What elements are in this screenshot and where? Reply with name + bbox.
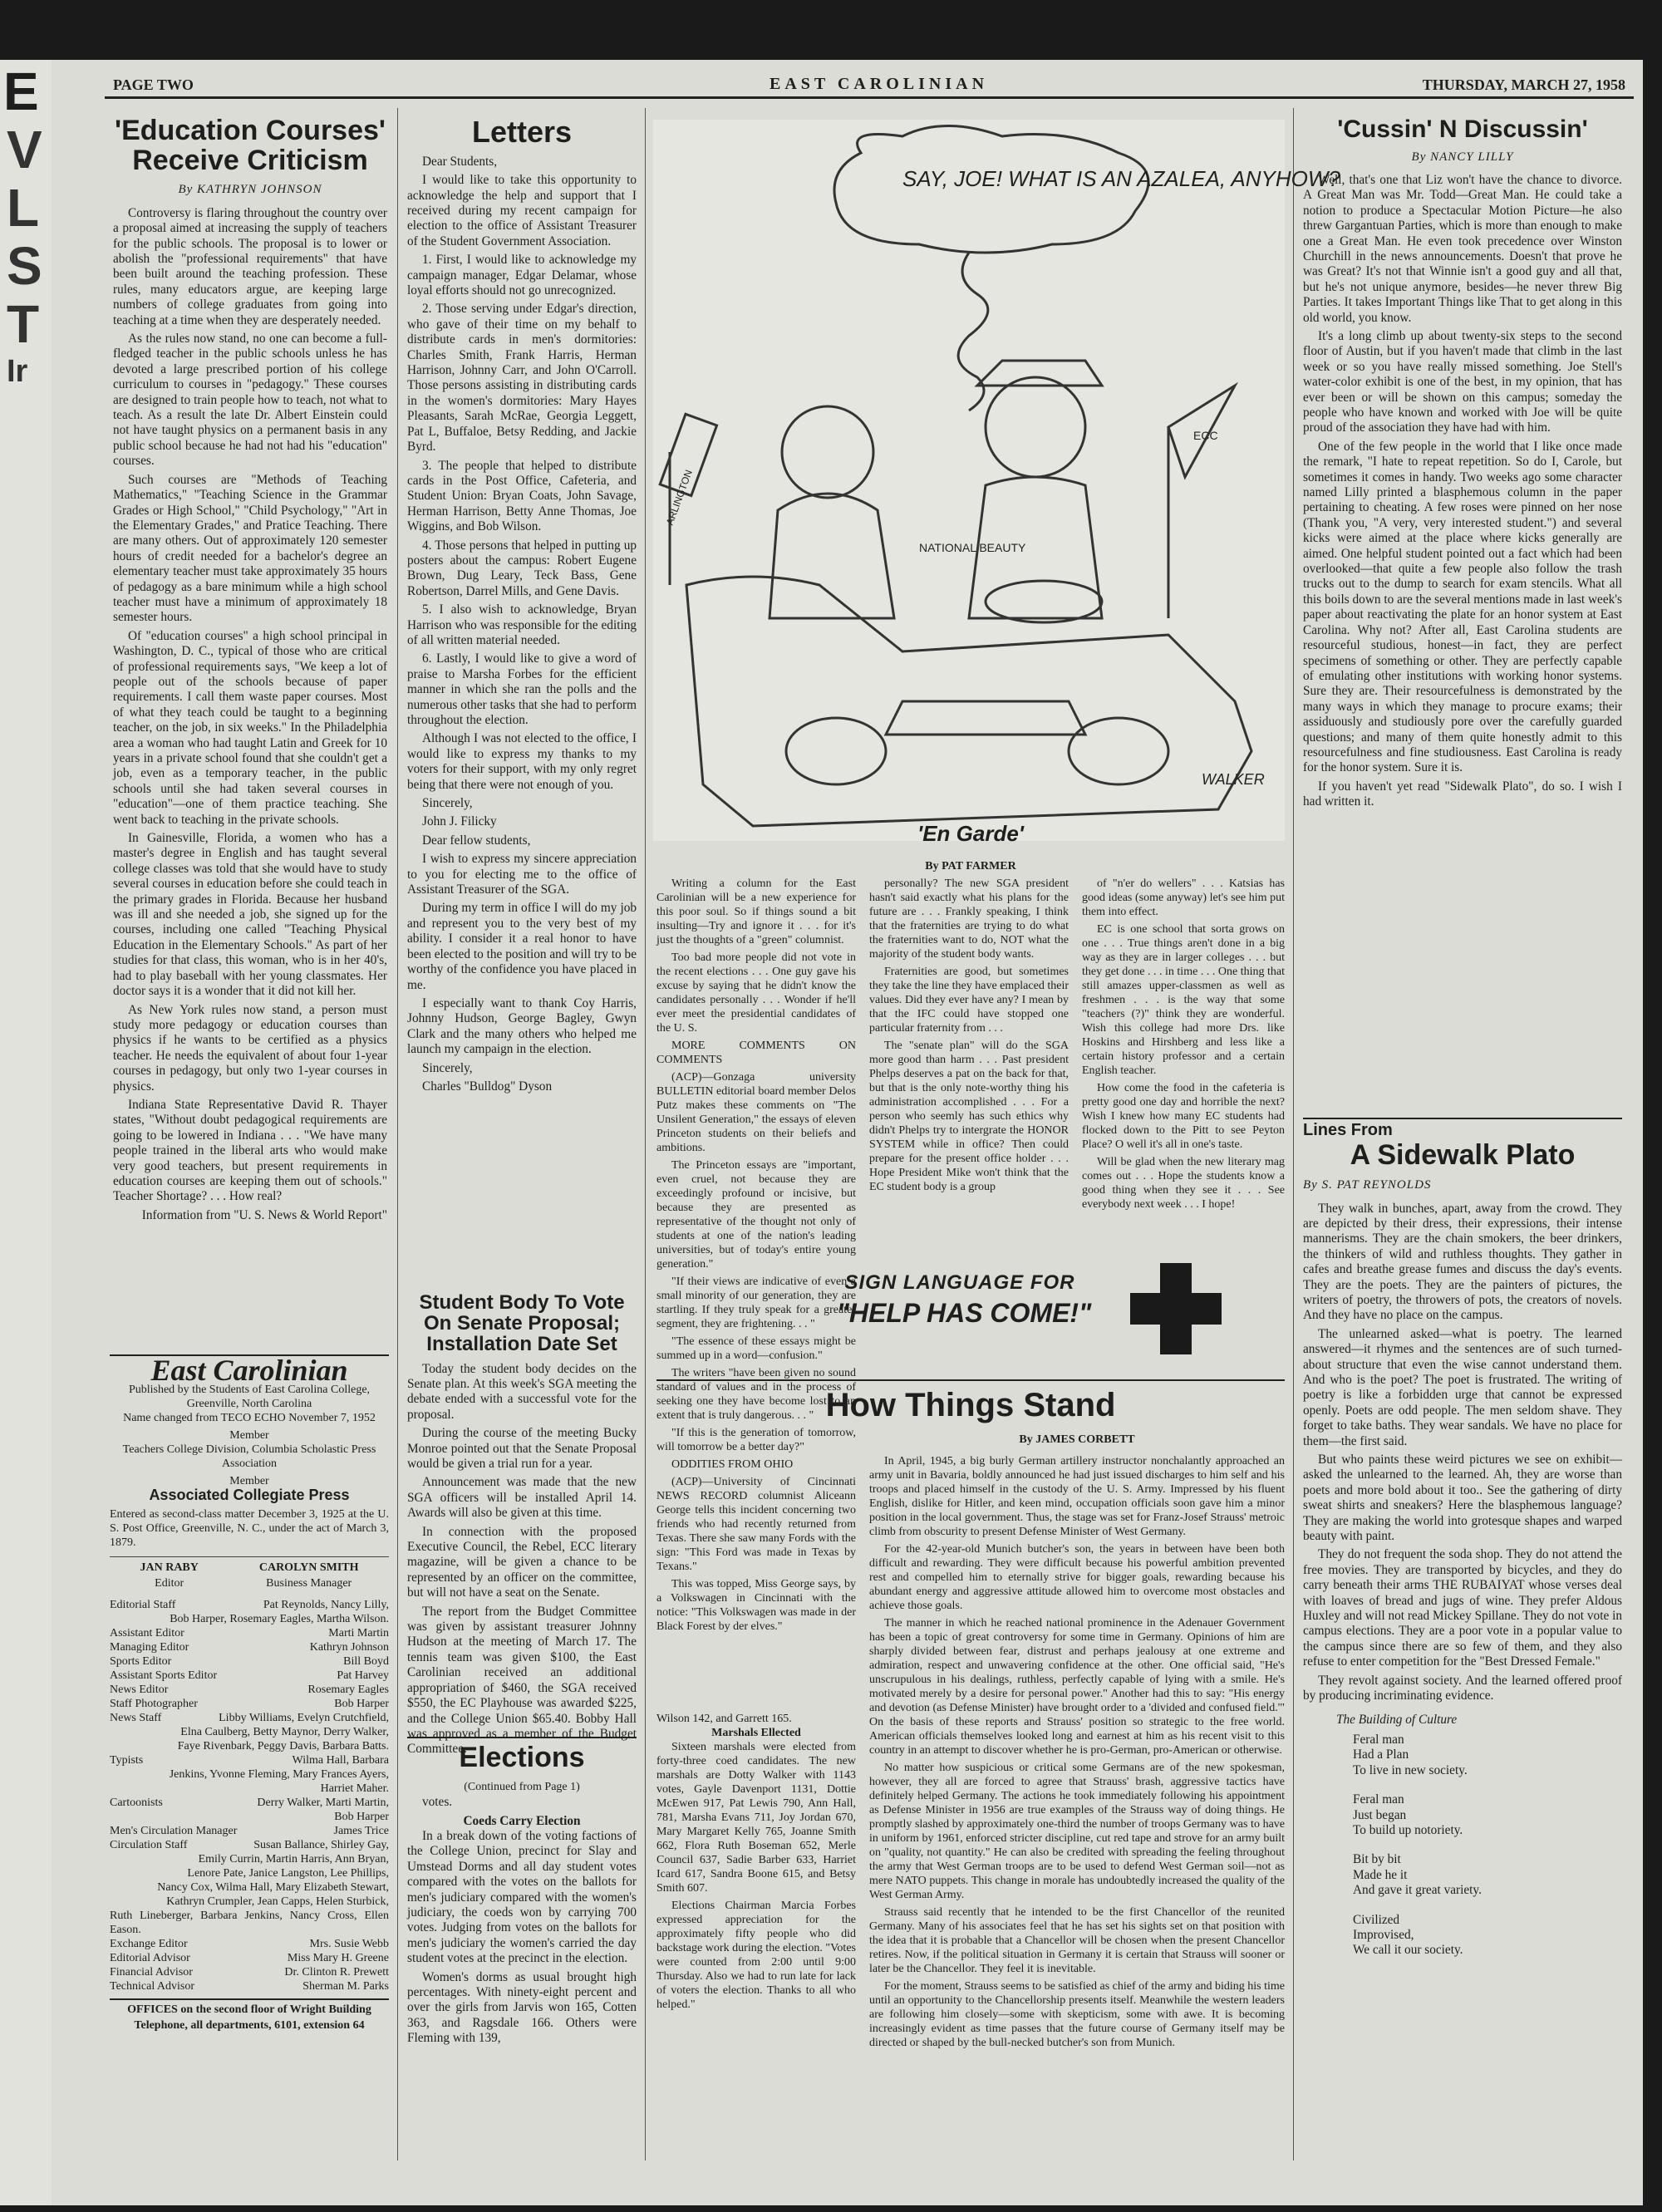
paragraph: I would like to take this opportunity to acknowledge the help and support that I received during my recent campaign for election to the office of Assistant Treasurer of the Student Government Association.	[407, 173, 637, 248]
paragraph: No matter how suspicious or critical some Germans are of the new spokesman, however, they all are forced to agree that Strauss' brash, aggressive tactics have definitely helped Germany. The actions he took immediately following his appointment as Defense Minister in 1956 are true examples of the Strauss way of doing things. He promptly slashed by approximately one-third the number of troops Germany was to have in uniform by 1961, enforced stricter discipline, cut red tape and strove for an army built on "quality, not quantity." He can also be credited with spreading the feeling throughout the army that West German troops are to be used to defend West German soil—not as mere NATO puppets. This change in morale has undoubtedly increased the quality of the West German Army.	[869, 1762, 1285, 1901]
engarde-byline: By PAT FARMER	[925, 860, 1016, 873]
staff-row: Typists Wilma Hall, Barbara	[110, 1754, 389, 1767]
paragraph: 3. The people that helped to distribute cards in the Post Office, Cafeteria, and Student Union: Bryan Coats, John Savage, Herman Harrison, Betty Anne Thomas, Joe Wiggins, and Bob Wilson.	[407, 458, 637, 534]
paragraph: 1. First, I would like to acknowledge my campaign manager, Edgar Delamar, whose loyal efforts should not go unrecognized.	[407, 253, 637, 298]
paragraph: The report from the Budget Committee was given by assistant treasurer Johnny Hudson at the meeting of March 17. The tennis team was given $100, the East Carolinian received an additional appropriation of $460, the SGA received $550, the EC Playhouse was awarded $225, and the College Union $65.40. Bobby Hall was approved as a member of the Budget Committee.	[407, 1604, 637, 1757]
paragraph: Charles "Bulldog" Dyson	[422, 1079, 553, 1094]
paragraph: Today the student body decides on the Senate plan. At this week's SGA meeting the debate ended with a successful vote for the proposal.	[407, 1361, 637, 1422]
car-plate: NATIONAL BEAUTY	[919, 541, 1026, 554]
poem-line: Had a Plan	[1353, 1747, 1409, 1762]
poem-line	[1353, 1899, 1622, 1913]
paragraph: "If this is the generation of tomorrow, will tomorrow be a better day?"	[656, 1427, 856, 1453]
acp-logo: Associated Collegiate Press	[149, 1487, 350, 1504]
poem-line: Made he it	[1353, 1867, 1408, 1882]
paragraph: In April, 1945, a big burly German artillery instructor nonchalantly approached an army unit in Bavaria, boldly announced he had just issued discharges to him self and his troops and placed himself in the custody of the U. S. Army. Impressed by his fluent English, dislike for Hitler, and keen mind, occupation officials soon gave him a minor position in the local government. Thus, the stage was set for Franz-Josef Strauss' metroic climb from obscurity to present Defense Minister of West Germany.	[869, 1455, 1285, 1538]
paragraph: As New York rules now stand, a person must study more pedagogy or education courses than physics if he wants to be certified as a physics teacher. He needs the equivalent of about four 1-year courses in pedagogy, but only two 1-year courses in physics.	[113, 1002, 387, 1094]
staff-row: Faye Rivenbark, Peggy Davis, Barbara Batts.	[177, 1740, 389, 1753]
howthings-header	[656, 1379, 1285, 1431]
paragraph: As the rules now stand, no one can become a full-fledged teacher in the public schools unless he has devoted a large prescribed portion of his college curriculum to courses in "pedagogy." These courses are designed to train people how to teach, not what to teach. As a result the late Dr. Albert Einstein could not have taught physics on a permanent basis in any public school because he had not had his "education" courses.	[113, 332, 387, 469]
staff-row: Jenkins, Yvonne Fleming, Mary Frances Ayers,	[169, 1768, 389, 1782]
paragraph: They revolt against society. And the learned offered proof by producing incriminating evidence.	[1303, 1673, 1622, 1703]
ad-line2: "HELP HAS COME!"	[836, 1298, 1092, 1328]
staff-row: Cartoonists Derry Walker, Marti Martin,	[110, 1797, 389, 1810]
cussin-byline: By NANCY LILLY	[1411, 150, 1514, 164]
page-number: PAGE TWO	[113, 76, 194, 93]
poem-line: Improvised,	[1353, 1927, 1414, 1942]
red-cross-icon	[1130, 1263, 1222, 1354]
headlight	[1069, 718, 1168, 784]
paragraph: Well, that's one that Liz won't have the chance to divorce. A Great Man was Mr. Todd—Great Man. He could take a notion to produce a Spectacular Motion Picture—he also threw Gargantuan Parties, which is more than enough to make one a Great Man. He even took precedence over Winston Churchill in the news announcements. Doesn't that prove he was Great? It's not that Winnie isn't a good guy and all that, but he's not unique anymore, besides—he never threw Big Parties. It takes Important Things like That to get along in this old world, you know.	[1303, 172, 1622, 325]
plato-kicker: Lines From	[1303, 1121, 1393, 1139]
poem	[1353, 1733, 1622, 1959]
red-cross-ad	[823, 1263, 1246, 1361]
source-credit: Information from "U. S. News & World Report"	[141, 1207, 387, 1222]
education-article	[113, 116, 387, 1346]
paragraph: Indiana State Representative David R. Thayer states, "Without doubt pedagogical requirements are going to be lowered in Indiana . . . "We have many people trained in the liberal arts who would make very good teachers, but present requirements in education courses are keeping them out of schools." Teacher Shortage? . . . How real?	[113, 1097, 387, 1204]
masthead-info: Published by the Students of East Carolina College, Greenville, North Carolina Name changed from TECO ECHO November 7, 1952 Member Teachers College Division, Columbia Scholastic Press Association Member Associated Collegiate Press Entered as second-class matter December 3, 1925 at the U. S. Post Office, Greenville, N. C., under the act of March 3, 1879.	[110, 1384, 389, 1550]
staff-row: Emily Currin, Martin Harris, Ann Bryan,	[198, 1853, 389, 1866]
paragraph: Dear fellow students,	[422, 833, 531, 848]
marshals-headline: Marshals Ellected	[711, 1727, 801, 1739]
paragraph: They do not frequent the soda shop. They do not attend the free movies. They are transported by bicycles, and they do carry beneath their arms THE RUBAIYAT whose verses deal with loaves of bread and jugs of wine. They prefer Aldous Huxley and will not read Mickey Spillane. They do not vote in campus elections. They are a poor vote in a popular value to the campus since there are so few of them, and they also refuse to enter competition for the "Best Dressed Female."	[1303, 1547, 1622, 1669]
paragraph: Dear Students,	[422, 154, 498, 169]
poem-line: And gave it great variety.	[1353, 1883, 1482, 1898]
masthead-title: East Carolinian	[150, 1354, 348, 1387]
issue-date: THURSDAY, MARCH 27, 1958	[1422, 76, 1625, 93]
paragraph: For the 42-year-old Munich butcher's son, the years in between have been both difficult and rewarding. They were difficult because his powerful ambition prevented rest and compelled him to eternally strive for bigger goals, rewarding because his abundant energy and aggressive attitude allowed him to overcome most obstacles and achieve those goals.	[869, 1543, 1285, 1612]
paragraph: How come the food in the cafeteria is pretty good one day and horrible the next? Wish I knew how many EC students had flocked down to the Pitt to see Peyton Place? O well it's all in one's taste.	[1082, 1082, 1285, 1151]
editors-row: JAN RABY Editor CAROLYN SMITH Business Manager	[110, 1556, 389, 1591]
letters-body	[407, 155, 637, 1095]
driver-passenger-head	[782, 406, 873, 498]
paragraph: personally? The new SGA president hasn't said exactly what his plans for the future are . . . Frankly speaking, I think that the fraternities are trying to do what the fraternities want to do, NOT what the majority of the student body wants.	[869, 877, 1069, 961]
pennant-label: ECC	[1193, 429, 1218, 442]
paragraph: In connection with the proposed Executive Council, the Rebel, ECC literary magazine, will be given a chance to be represented by an officer on the committee, but will not have a seat on the Senate.	[407, 1524, 637, 1600]
paragraph: Controversy is flaring throughout the country over a proposal aimed at increasing the supply of teachers for the public schools. The proposal is to lower or abolish the "professional requirements" that have been built around the teaching profession. These rules, many educators argue, are keeping large numbers of college graduates from going into teaching at a time when they are desperately needed.	[113, 205, 387, 327]
sign-label: ARLINGTON	[663, 468, 695, 527]
paragraph: Announcement was made that the new SGA officers will be installed April 14. Awards will also be given at this time.	[407, 1475, 637, 1521]
paragraph: They walk in bunches, apart, away from the crowd. They are depicted by their dress, their expressions, their intense mannerisms. They are the chain smokers, the beer drinkers, the thinkers of wild and ruthless thoughts. They gather in cafes and breathe grease fumes and discuss the day's events. They are the poets. They are the painters of pictures, the writers of poetry, the throwers of pots, the creators of novels. And they have no place on the campus.	[1303, 1201, 1622, 1323]
paragraph: Strauss said recently that he intended to be the first Chancellor of the reunited Germany. Many of his associates feel that he has set his sights set on that position with the idea that it is probable that a Chancellor will be chosen when the present Chancellor retires. Now, if the political situation in Germany it is certain that Strauss will sooner or later be the Chancellor. They feel it is inevitable.	[869, 1906, 1285, 1975]
staff-list	[110, 1598, 389, 1993]
grille	[886, 701, 1085, 735]
poem-line	[1353, 1778, 1622, 1792]
staff-row: Exchange Editor Mrs. Susie Webb	[110, 1938, 389, 1951]
paragraph: The writers "have been given no sound standard of values and in the process of seeking one they have become lost to an extent that is truly dangerous. . . "	[656, 1367, 856, 1422]
paragraph: The Princeton essays are "important, even cruel, not because they are exceedingly profound or incisive, but because they are presented as representative of the thought not only of students at one of the nation's leading universities, but of today's entire young generation."	[656, 1159, 856, 1271]
staff-row: Sports Editor Bill Boyd	[110, 1655, 389, 1669]
staff-row: News Staff Libby Williams, Evelyn Crutchfield,	[110, 1712, 389, 1725]
paragraph: Such courses are "Methods of Teaching Mathematics," "Teaching Science in the Grammar Grades or High School," "Child Psychology," "Art in the Elementary Grades," and Pratice Teaching. There are many others. Out of approximately 120 semester hours of credit needed for a bachelor's degree an elementary teacher must take approximately 35 hours of pedagogy as a bare minimum while a high school teacher must have a minimum of approximately 18 semester hours.	[113, 472, 387, 625]
headlight	[786, 718, 886, 784]
paragraph: Will be glad when the new literary mag comes out . . . Hope the students know a good thing when they see it . . . See everybody next week . . . I hope!	[1082, 1156, 1285, 1211]
education-byline: By KATHRYN JOHNSON	[178, 183, 322, 197]
staff-row: Financial Advisor Dr. Clinton R. Prewett	[110, 1966, 389, 1979]
staff-row: Editorial Staff Pat Reynolds, Nancy Lilly,	[110, 1599, 389, 1612]
artist-signature: WALKER	[1202, 771, 1265, 788]
plato-byline: By S. PAT REYNOLDS	[1303, 1178, 1432, 1192]
paragraph: of "n'er do wellers" . . . Katsias has good ideas (some anyway) let's see him put them into effect.	[1082, 877, 1285, 918]
paragraph: I wish to express my sincere appreciation to you for electing me to the office of Assistant Treasurer of the SGA.	[407, 852, 637, 897]
paragraph: John J. Filicky	[422, 814, 497, 829]
letters-headline: Letters	[471, 115, 573, 149]
paragraph: 2. Those serving under Edgar's direction, who gave of their time on my behalf to distribute cards in men's dormitories: Charles Smith, Frank Harris, Herman Harrison, Johnny Carr, and John O'Carroll. Those persons assisting in distributing cards in the women's dormitories: Mary Hayes Pleasants, Sarah McRae, Georgia Leggett, Pat L, Buffaloe, Betsy Redding, and Jackie Byrd.	[407, 302, 637, 455]
paragraph: During my term in office I will do my job and represent you to the very best of my ability. I consider it a real honor to have been elected to the position and will try to be worthy of the confidence you have placed in me.	[407, 901, 637, 992]
column-rule	[397, 108, 398, 2160]
engarde-col2	[869, 877, 1069, 1284]
subhead: Coeds Carry Election	[463, 1813, 581, 1828]
paragraph: During the course of the meeting Bucky Monroe pointed out that the Senate Proposal would be given a trial run for a year.	[407, 1426, 637, 1471]
poem-line: Feral man	[1353, 1792, 1404, 1807]
paragraph: ODDITIES FROM OHIO	[671, 1458, 794, 1471]
staff-row: Bob Harper, Rosemary Eagles, Martha Wilson.	[170, 1613, 389, 1626]
strip-fragments: V L S T Ir	[7, 120, 42, 389]
continued-line: (Continued from Page 1)	[464, 1780, 580, 1793]
poem-line: Just began	[1353, 1807, 1407, 1822]
cussin-article	[1303, 116, 1622, 1113]
poem-line: Civilized	[1353, 1912, 1400, 1927]
driver-head	[986, 377, 1085, 477]
poem-line: Bit by bit	[1353, 1852, 1401, 1867]
offices-line: OFFICES on the second floor of Wright Building Telephone, all departments, 6101, extension 64	[110, 1998, 389, 2033]
staff-row: Staff Photographer Bob Harper	[110, 1698, 389, 1711]
paragraph: The manner in which he reached national prominence in the Adenauer Government has been a topic of great controversy for some time in Germany. Opinions of him are sharply divided between fear, distrust and perhaps jealousy at one extreme and admiration, respect and unwavering confidence at the other. One official said, "He's unscrupulous in his dealings, ruthless, perfectly capable of lying with a smile. He's motivated merely by a desire for personal power." Another had this to say: "His energy and devotion (as Defense Minister) have brought order to a 'divided and confused field.'" On the basis of these reports and Strauss' position so strategic to the free world. American officials themselves looked long and earnest at him as his recent visit to this country in an attempt to discover whether he is pro-German, pro-American or otherwise.	[869, 1617, 1285, 1757]
plato-headline: A Sidewalk Plato	[1350, 1139, 1576, 1172]
marshals-article: Wilson 142, and Garrett 165. Marshals Ellected Sixteen marshals were elected from forty-three coed candidates. The new marshals are Dotty Walker with 1143 votes, Gayle Davenport 1131, Dottie McEwen 917, Pat Lewis 790, Ann Hall, 781, Marsha Evans 711, Joy Jordan 670, Mary Margaret Kelly 765, Joanne Smith 662, Flora Ruth Boseman 652, Merle Council 637, Sadie Barber 633, Harriet Icard 617, Sandra Boone 615, and Betsy Smith 607. Elections Chairman Marcia Forbes expressed appreciation for the approximately fifty people who did backstage work during the election. "Votes were counted from 2:00 until 9:00 Thursday. Also we had to run late for lack of voters the election. Thanks to all who helped."	[656, 1713, 856, 2011]
paragraph: EC is one school that sorta grows on one . . . True things aren't done in a big way as they are in larger colleges . . . but they get done . . . in time . . . One thing that still amazes upper-classmen as well as freshmen . . . is the way that some "teachers (?)" think they are wonderful. Wish this college had more Drs. like Hoskins and Hirshberg and less like a certain history professor and a certain English teacher.	[1082, 923, 1285, 1077]
masthead-rule	[105, 96, 1634, 99]
poem-line: To live in new society.	[1353, 1762, 1468, 1777]
staff-row: Assistant Editor Marti Martin	[110, 1627, 389, 1640]
staff-row: Editorial Advisor Miss Mary H. Greene	[110, 1952, 389, 1965]
cartoon-caption: SAY, JOE! WHAT IS AN AZALEA, ANYHOW?	[902, 166, 1340, 191]
ad-line1: SIGN LANGUAGE FOR	[844, 1271, 1075, 1294]
staff-row: Harriet Maher.	[320, 1782, 389, 1796]
howthings-headline: How Things Stand	[825, 1387, 1116, 1423]
strip-letter: E	[3, 61, 39, 121]
staff-row: Technical Advisor Sherman M. Parks	[110, 1980, 389, 1993]
paragraph: "The essence of these essays might be summed up in a word—confusion."	[656, 1335, 856, 1362]
adjacent-page-strip	[0, 60, 53, 2205]
elections-headline: Elections	[459, 1742, 585, 1773]
paragraph: Too bad more people did not vote in the recent elections . . . One guy gave his excuse by saying that he didn't know the candidates personally . . . Wonder if he'll ever meet the presidential candidates of the U. S.	[656, 951, 856, 1035]
education-headline: 'Education Courses' Receive Criticism	[114, 115, 386, 176]
engarde-col3	[1082, 877, 1285, 1284]
masthead	[55, 71, 1634, 93]
staff-row: Men's Circulation Manager James Trice	[110, 1825, 389, 1838]
poem-line	[1353, 1838, 1622, 1852]
staff-row: Kathryn Crumpler, Jean Capps, Helen Sturbick,	[166, 1895, 389, 1909]
staff-row: Circulation Staff Susan Ballance, Shirley Gay,	[110, 1839, 389, 1852]
paragraph: 6. Lastly, I would like to give a word of praise to Marsha Forbes for the efficient manner in which she ran the polls and the numerous other tasks that she had to perform throughout the election.	[407, 651, 637, 728]
cartoon-drawing	[653, 120, 1340, 841]
staff-row: Managing Editor Kathryn Johnson	[110, 1641, 389, 1654]
paragraph: "If their views are indicative of even a small minority of our generation, they are startling. If they truly speak for a greater segment, they are frightening. . . "	[656, 1276, 856, 1330]
paper-name: EAST CAROLINIAN	[770, 75, 989, 93]
paragraph: I especially want to thank Coy Harris, Johnny Hudson, George Bagley, Gwyn Clark and the many others who helped me launch my campaign in the election.	[407, 995, 637, 1057]
paragraph: MORE COMMENTS ON COMMENTS	[656, 1040, 856, 1066]
column-rule	[645, 108, 646, 2160]
paragraph: For the moment, Strauss seems to be satisfied as chief of the army and biding his time until an opportunity to the Chancellorship presents itself. Meanwhile the western leaders are following him closely—some with skepticism, some with awe. It is becoming increasingly evident as time passes that the future course of Germany itself may be directed or shaped by the bull-necked butcher's son from Munich.	[869, 1980, 1285, 2049]
paragraph: One of the few people in the world that I like once made the remark, "I hate to repeat repetition. So do I, Carole, but sometimes it comes in handy. Two weeks ago some character named Lilly printed a blasphemous column in the paper pertaining to cheating. A few roses were pinned on her nose (Thank you, "A very, very interested student.") and several kicks were aimed at the place where kicks generally are aimed. One helpful student pointed out a fact which had been overlooked—that quite a few people also follow the trash trucks out to the dump to search for exam stencils. What all this boils down to are the several mentions made in last week's paper about reactivating the plate for an honor system at East Carolina. Why not? After all, East Carolina students are resourceful studious, honest—in fact, they are perfect specimens of something or other. They are perfectly capable of emulating other institutions with working honor systems. Sure they are. Their resourcefulness is demonstrated by the many ways in which they manage to procure exams; their assiduously and studiously pore over the carefully guarded questions; and many of them quite honestly admit to this resourcefulness and fine studiousness. East Carolina is ready for the honor system. Sure it is.	[1303, 439, 1622, 775]
paragraph: The "senate plan" will do the SGA more good than harm . . . Past president Phelps deserves a pat on the back for that, but that is the only note-worthy thing his administration accomplished . . . For a person who seemly has such ethics why didn't Phelps try to intergrate the HONOR SYSTEM while in office? Then could prepare for the present office holder . . . Hope President Mike won't think that the EC student body is a group	[869, 1040, 1069, 1193]
engarde-headline: 'En Garde'	[917, 821, 1024, 846]
staff-row: Elna Caulberg, Betty Maynor, Derry Walker,	[180, 1726, 389, 1739]
editorial-cartoon	[653, 120, 1340, 841]
paragraph: (ACP)—University of Cincinnati NEWS RECORD columnist Aliceann George tells this incident concerning two friends who had recently returned from Texas. There she saw many Fords with the sign: "This Ford was made in Texas by Texans."	[656, 1476, 856, 1573]
poem-line: To build up notoriety.	[1353, 1822, 1463, 1837]
howthings-byline: By JAMES CORBETT	[1019, 1433, 1135, 1446]
paragraph: 5. I also wish to acknowledge, Bryan Harrison who was responsible for the editing of all written material needed.	[407, 602, 637, 647]
staff-row: Assistant Sports Editor Pat Harvey	[110, 1669, 389, 1683]
poem-title: The Building of Culture	[1336, 1712, 1458, 1727]
plato-article	[1303, 1118, 1622, 2191]
elections-article: Elections (Continued from Page 1) votes. Coeds Carry Election In a break down of the voting factions of the College Union, precinct for Slay and Umstead Dorms and all day student votes compared with the votes on the ballots for men's judiciary compared with the women's judiciary, the coeds won by carrying 700 votes. Judging from votes on the ballots for men's judiciary the women's carried the day student votes at the precinct in the election. Women's dorms as usual brought high percentages. With ninety-eight percent and over the girls from Jarvis won 165, Cotten 363, and Ragsdale 166. Others were Fleming with 139,	[407, 1737, 637, 2187]
engarde-header	[652, 823, 1290, 856]
masthead-box	[110, 1354, 389, 2187]
paragraph: (ACP)—Gonzaga university BULLETIN editorial board member Delos Putz makes these comments on "The Unsilent Generation," the essays of eleven Princeton students on their beliefs and ambitions.	[656, 1071, 856, 1154]
paragraph: Although I was not elected to the office, I would like to express my thanks to my voters for their support, with my only regret being that there were not enough of you.	[407, 731, 637, 792]
poem-line: We call it our society.	[1353, 1943, 1463, 1958]
staff-row: Ruth Lineberger, Barbara Jenkins, Nancy Cross, Ellen Eason.	[110, 1910, 389, 1937]
paragraph: Sincerely,	[422, 796, 473, 811]
column-rule	[1293, 108, 1294, 2160]
staff-row: News Editor Rosemary Eagles	[110, 1684, 389, 1697]
paragraph: This was topped, Miss George says, by a Volkswagen in Cincinnati with the notice: "This Volkswagen was made in der Black Forest by der elves."	[656, 1578, 856, 1633]
cussin-headline: 'Cussin' N Discussin'	[1337, 116, 1588, 143]
staff-row: Nancy Cox, Wilma Hall, Mary Elizabeth Stewart,	[157, 1881, 389, 1895]
paragraph: If you haven't yet read "Sidewalk Plato", do so. I wish I had written it.	[1303, 779, 1622, 809]
senate-article	[407, 1291, 637, 1757]
poem-line: Feral man	[1353, 1732, 1404, 1747]
paragraph: In Gainesville, Florida, a women who has a master's degree in English and has taught several college classes was told that she would have to study several courses in education before she could teach in the primary grades in Florida. Because her husband was ill and she needed a job, she signed up for the courses, including one called "Teaching Physical Education in the Elementary Schools." As part of her studies for that class, this woman, who is in her 40's, had to play baseball with her young classmates. Her doctor says it is a wonder that it did not kill her.	[113, 831, 387, 999]
howthings-body	[869, 1454, 1285, 2177]
paragraph: The unlearned asked—what is poetry. The learned answered—it rhymes and the sentences are of such turned-about structure that even the wise cannot understand them. And who is the poet? The poet is frustrated. The writing of poetry is like a forbidden urge that cannot be expressed openly. Poets are odd people. The men seldom shave. They forget to take baths. They wear sandals. We have no place for them—the first said.	[1303, 1326, 1622, 1448]
staff-row: Bob Harper	[334, 1811, 389, 1824]
paragraph: But who paints these weird pictures we see on exhibit—asked the unlearned to the learned. Ah, they are worse than poets and more bold about it too.. See the gathering of dirty sweat shirts and sneakers? Here the blasphemous language? They are making the world into grotesque shapes and warped beauty with paint.	[1303, 1453, 1622, 1544]
hat	[977, 361, 1102, 386]
paragraph: Sincerely,	[422, 1060, 473, 1075]
staff-row: Lenore Pate, Janice Langston, Lee Phillips,	[187, 1867, 389, 1880]
letters-column	[407, 116, 637, 1288]
steering-wheel	[986, 581, 1102, 622]
paragraph: Writing a column for the East Carolinian will be a new experience for this poor soul. So if things sound a bit insulting—Try and ignore it . . . for it's just the thoughts of a "green" columnist.	[656, 877, 856, 946]
paragraph: Of "education courses" a high school principal in Washington, D. C., typical of those who are critical of professional requirements says, "We keep a lot of people out of the schools because of paper requirements. I call them waste paper courses. Most of what they teach could be taught to a beginning teacher, on the job, in six weeks." In the Philadelphia area a woman who had taught Latin and Greek for 10 years in a private school found that she couldn't get a job, even as a temporary teacher, in the public schools until she had taken several courses in "education"—one of them practice teaching. She went back to teaching in the private schools.	[113, 628, 387, 827]
senate-headline: Student Body To Vote On Senate Proposal; Installation Date Set	[419, 1291, 625, 1356]
paragraph: Fraternities are good, but sometimes they take the line they have emplaced their values. Did they ever have any? I mean by that the IFC could have stopped one particular fraternity from . . .	[869, 966, 1069, 1035]
paragraph: 4. Those persons that helped in putting up posters about the campus: Robert Eugene Brown, Dug Leary, Teck Bass, Gene Robertson, Darrel Mills, and Gene Davis.	[407, 538, 637, 598]
passenger-body	[770, 494, 894, 618]
paragraph: It's a long climb up about twenty-six steps to the second floor of Austin, but if you haven't made that climb in the last week or so you have really missed something. Joe Stell's water-color exhibit is one of the best, in my opinion, that has ever been or will be shown on this campus; someday the people who have known and worked with Joe will be quite proud of the association they have had with him.	[1303, 328, 1622, 435]
